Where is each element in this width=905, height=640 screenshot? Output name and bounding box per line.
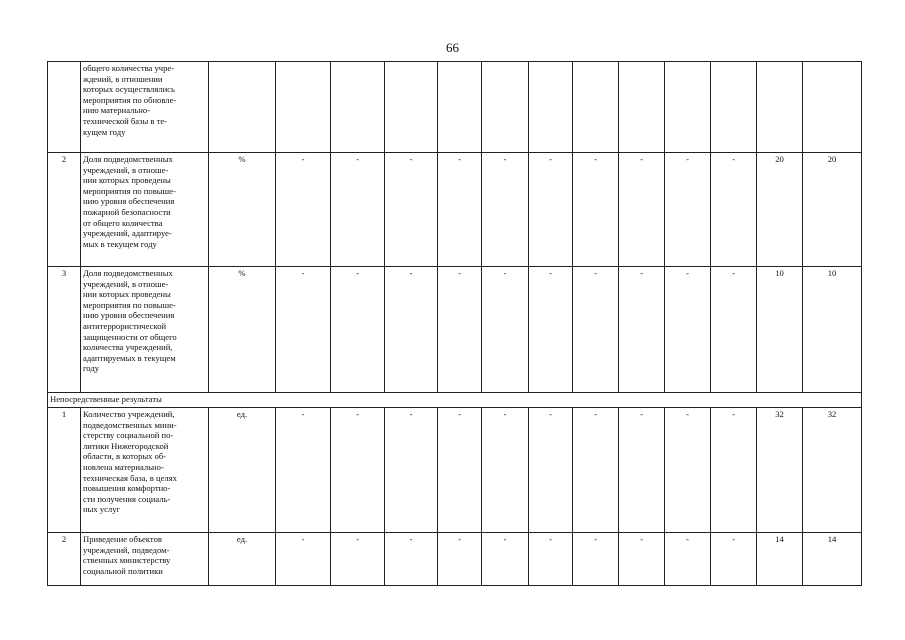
value-cell: - <box>711 408 757 533</box>
value-cell: - <box>331 533 385 586</box>
section-title: Непосредственные результаты <box>48 393 862 408</box>
value-cell <box>331 62 385 153</box>
value-cell: - <box>573 153 619 267</box>
table-row <box>48 62 862 153</box>
value-cell: 20 <box>757 153 803 267</box>
value-cell: - <box>438 267 482 393</box>
value-cell: 32 <box>757 408 803 533</box>
value-cell: - <box>385 408 438 533</box>
value-cell: - <box>619 408 665 533</box>
value-cell: 10 <box>757 267 803 393</box>
value-cell <box>482 62 529 153</box>
unit-cell <box>209 62 276 153</box>
value-cell: - <box>573 267 619 393</box>
table-row <box>48 533 862 586</box>
value-cell: - <box>482 267 529 393</box>
value-cell <box>619 62 665 153</box>
section-row <box>48 393 862 408</box>
value-cell: - <box>385 533 438 586</box>
value-cell: - <box>438 153 482 267</box>
value-cell: - <box>711 533 757 586</box>
row-number <box>48 62 81 153</box>
value-cell: - <box>331 267 385 393</box>
value-cell: - <box>482 533 529 586</box>
value-cell: - <box>331 153 385 267</box>
table-row <box>48 153 862 267</box>
value-cell: - <box>529 267 573 393</box>
value-cell: - <box>665 408 711 533</box>
table-row <box>48 408 862 533</box>
value-cell <box>711 62 757 153</box>
value-cell: - <box>276 408 331 533</box>
value-cell: - <box>529 533 573 586</box>
value-cell: - <box>619 533 665 586</box>
value-cell: - <box>385 267 438 393</box>
value-cell <box>803 62 862 153</box>
value-cell: - <box>711 267 757 393</box>
value-cell: 10 <box>803 267 862 393</box>
value-cell: 14 <box>757 533 803 586</box>
value-cell <box>573 62 619 153</box>
value-cell: - <box>665 533 711 586</box>
value-cell <box>276 62 331 153</box>
value-cell: - <box>573 408 619 533</box>
indicator-name: Доля подведомственных учреждений, в отноше- нии которых проведены мероприятия по повыше- нию уровня обеспечения пожарной безопасности от общего количества учреждений, адаптируе- мых в текущем году <box>81 153 209 267</box>
unit-cell: ед. <box>209 408 276 533</box>
unit-cell: % <box>209 153 276 267</box>
row-number: 1 <box>48 408 81 533</box>
value-cell: 20 <box>803 153 862 267</box>
value-cell: 14 <box>803 533 862 586</box>
value-cell: - <box>619 267 665 393</box>
value-cell: - <box>665 267 711 393</box>
value-cell <box>529 62 573 153</box>
value-cell: - <box>529 408 573 533</box>
value-cell: - <box>482 153 529 267</box>
unit-cell: ед. <box>209 533 276 586</box>
value-cell: - <box>438 408 482 533</box>
value-cell: - <box>665 153 711 267</box>
indicator-name: Количество учреждений, подведомственных мини- стерству социальной по- литики Нижегородской области, в которых об- новлена материально- техническая база, в целях повышения комфортно- сти получения социаль- ных услуг <box>81 408 209 533</box>
value-cell: - <box>482 408 529 533</box>
value-cell: - <box>619 153 665 267</box>
value-cell: - <box>573 533 619 586</box>
value-cell: - <box>385 153 438 267</box>
indicators-table <box>47 61 862 586</box>
indicator-name: Доля подведомственных учреждений, в отноше- нии которых проведены мероприятия по повыше- нию уровня обеспечения антитеррористической защищенности от общего количества учреждений, адаптируемых в текущем году <box>81 267 209 393</box>
value-cell: - <box>331 408 385 533</box>
row-number: 2 <box>48 153 81 267</box>
value-cell: - <box>276 267 331 393</box>
value-cell: - <box>276 153 331 267</box>
value-cell: - <box>529 153 573 267</box>
value-cell: - <box>711 153 757 267</box>
value-cell: - <box>438 533 482 586</box>
table-row <box>48 267 862 393</box>
indicator-name: Приведение объектов учреждений, подведом- ственных министерству социальной политики <box>81 533 209 586</box>
value-cell <box>757 62 803 153</box>
unit-cell: % <box>209 267 276 393</box>
value-cell: - <box>276 533 331 586</box>
row-number: 3 <box>48 267 81 393</box>
indicator-name: общего количества учре- ждений, в отношении которых осуществлялись мероприятия по обновле- нию материально- технической базы в те- кущем году <box>81 62 209 153</box>
value-cell: 32 <box>803 408 862 533</box>
value-cell <box>385 62 438 153</box>
value-cell <box>438 62 482 153</box>
page-number: 66 <box>446 40 459 55</box>
value-cell <box>665 62 711 153</box>
row-number: 2 <box>48 533 81 586</box>
